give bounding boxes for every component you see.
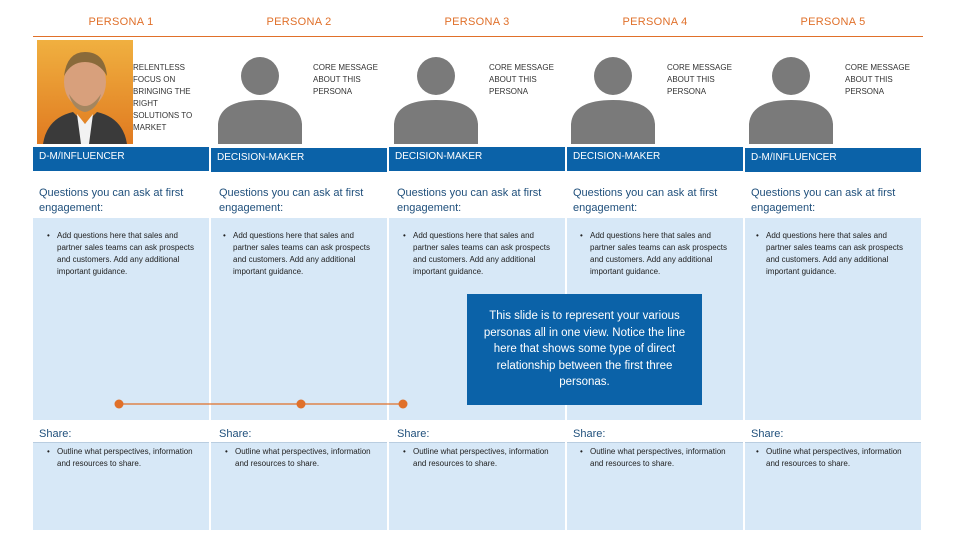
questions-heading: Questions you can ask at first engagement: bbox=[751, 187, 896, 214]
questions-bullet bbox=[223, 230, 379, 278]
persona-column-5 bbox=[745, 0, 921, 540]
header-divider bbox=[389, 36, 567, 37]
person-silhouette-icon bbox=[571, 50, 655, 144]
person-silhouette-icon bbox=[749, 50, 833, 144]
relationship-connector bbox=[110, 396, 410, 412]
core-message: CORE MESSAGE ABOUT THIS PERSONA bbox=[313, 63, 378, 96]
share-divider bbox=[745, 442, 921, 443]
bullet-dot: • bbox=[580, 447, 583, 456]
questions-bullet-text: Add questions here that sales and partner sales teams can ask prospects and customers. Add any additional important guidance. bbox=[590, 231, 727, 276]
role-label: DECISION-MAKER bbox=[389, 147, 565, 171]
questions-bullet-text: Add questions here that sales and partner sales teams can ask prospects and customers. Add any additional important guidance. bbox=[233, 231, 370, 276]
questions-bullet bbox=[580, 230, 736, 278]
questions-bullet-text: Add questions here that sales and partner sales teams can ask prospects and customers. Add any additional important guidance. bbox=[766, 231, 903, 276]
header-divider bbox=[33, 36, 211, 37]
share-heading: Share: bbox=[219, 428, 252, 440]
persona-header: PERSONA 1 bbox=[88, 16, 154, 28]
callout-note: This slide is to represent your various personas all in one view. Notice the line here that shows some type of direct relationship between the first three personas. bbox=[467, 294, 702, 405]
core-message: RELENTLESS FOCUS ON BRINGING THE RIGHT SOLUTIONS TO MARKET bbox=[133, 63, 193, 132]
person-silhouette-icon bbox=[394, 50, 478, 144]
connector-node-2 bbox=[297, 400, 306, 409]
share-bullet bbox=[403, 446, 563, 470]
share-heading: Share: bbox=[751, 428, 784, 440]
persona-header: PERSONA 2 bbox=[266, 16, 332, 28]
share-bullet bbox=[756, 446, 916, 470]
questions-heading: Questions you can ask at first engagement: bbox=[39, 187, 184, 214]
share-bullet-text: Outline what perspectives, information and resources to share. bbox=[413, 447, 549, 468]
share-divider bbox=[33, 442, 209, 443]
share-divider bbox=[211, 442, 387, 443]
role-label: D-M/INFLUENCER bbox=[745, 148, 921, 172]
bullet-dot: • bbox=[47, 447, 50, 456]
bullet-dot: • bbox=[47, 231, 50, 240]
share-heading: Share: bbox=[397, 428, 430, 440]
persona-column-4 bbox=[567, 0, 743, 540]
questions-bullet bbox=[403, 230, 559, 278]
share-bullet-text: Outline what perspectives, information and resources to share. bbox=[590, 447, 726, 468]
bullet-dot: • bbox=[223, 231, 226, 240]
core-message: CORE MESSAGE ABOUT THIS PERSONA bbox=[667, 63, 732, 96]
persona-column-3 bbox=[389, 0, 565, 540]
persona-header: PERSONA 3 bbox=[444, 16, 510, 28]
questions-heading: Questions you can ask at first engagement: bbox=[573, 187, 718, 214]
role-label: D-M/INFLUENCER bbox=[33, 147, 209, 171]
header-divider bbox=[567, 36, 745, 37]
questions-bullet-text: Add questions here that sales and partner sales teams can ask prospects and customers. Add any additional important guidance. bbox=[57, 231, 194, 276]
persona-header: PERSONA 4 bbox=[622, 16, 688, 28]
core-message: CORE MESSAGE ABOUT THIS PERSONA bbox=[489, 63, 554, 96]
bullet-dot: • bbox=[403, 447, 406, 456]
share-divider bbox=[567, 442, 743, 443]
share-bullet-text: Outline what perspectives, information and resources to share. bbox=[57, 447, 193, 468]
persona-header: PERSONA 5 bbox=[800, 16, 866, 28]
header-divider bbox=[211, 36, 389, 37]
questions-bullet-text: Add questions here that sales and partner sales teams can ask prospects and customers. Add any additional important guidance. bbox=[413, 231, 550, 276]
core-message: CORE MESSAGE ABOUT THIS PERSONA bbox=[845, 63, 910, 96]
share-bullet-text: Outline what perspectives, information and resources to share. bbox=[766, 447, 902, 468]
bullet-dot: • bbox=[580, 231, 583, 240]
persona-column-2 bbox=[211, 0, 387, 540]
share-bullet-text: Outline what perspectives, information and resources to share. bbox=[235, 447, 371, 468]
share-bullet bbox=[225, 446, 385, 470]
role-label: DECISION-MAKER bbox=[211, 148, 387, 172]
bullet-dot: • bbox=[756, 447, 759, 456]
person-silhouette-icon bbox=[218, 50, 302, 144]
connector-node-3 bbox=[399, 400, 408, 409]
share-divider bbox=[389, 442, 565, 443]
connector-node-1 bbox=[115, 400, 124, 409]
persona-column-1 bbox=[33, 0, 209, 540]
share-heading: Share: bbox=[573, 428, 606, 440]
bullet-dot: • bbox=[403, 231, 406, 240]
share-bullet bbox=[580, 446, 740, 470]
questions-bullet bbox=[756, 230, 912, 278]
bullet-dot: • bbox=[756, 231, 759, 240]
role-label: DECISION-MAKER bbox=[567, 147, 743, 171]
questions-bullet bbox=[47, 230, 203, 278]
bullet-dot: • bbox=[225, 447, 228, 456]
persona-photo bbox=[37, 40, 133, 144]
questions-heading: Questions you can ask at first engagement: bbox=[219, 187, 364, 214]
share-heading: Share: bbox=[39, 428, 72, 440]
share-bullet bbox=[47, 446, 207, 470]
header-divider bbox=[745, 36, 923, 37]
questions-heading: Questions you can ask at first engagement: bbox=[397, 187, 542, 214]
